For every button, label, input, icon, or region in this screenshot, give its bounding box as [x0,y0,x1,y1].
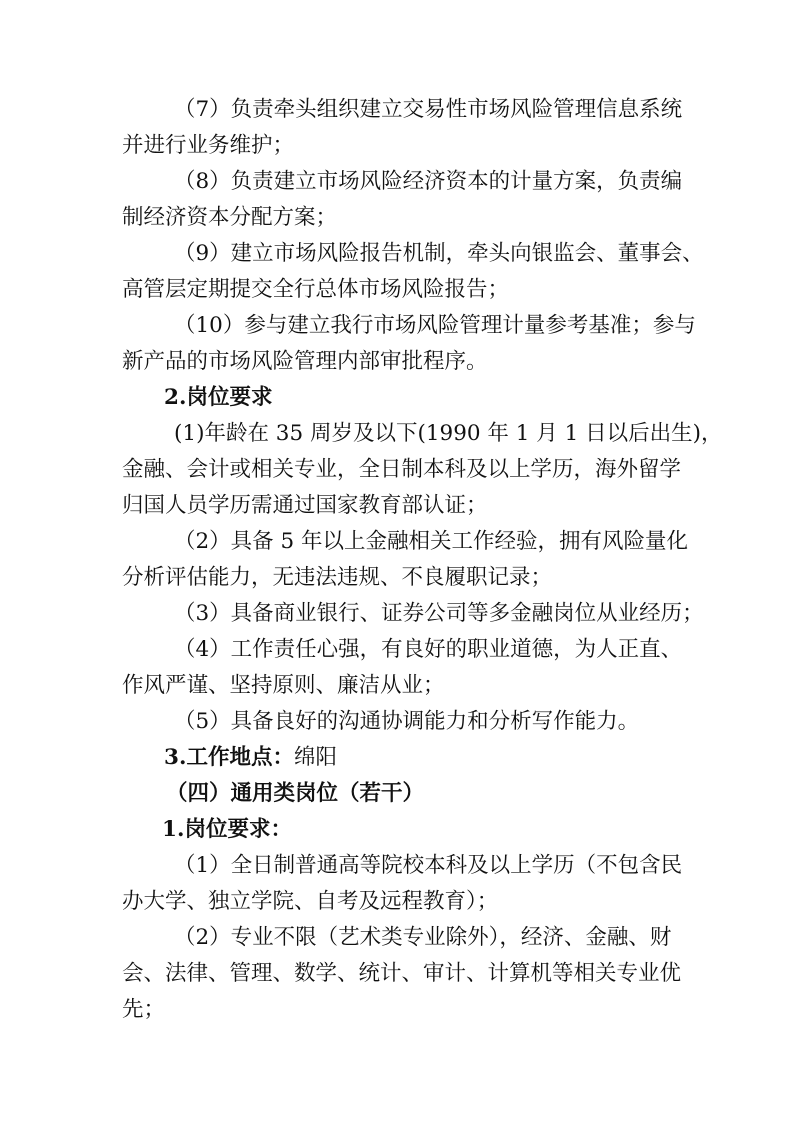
requirement-item-5 [174,710,639,734]
requirement-item-1-continuation-2 [122,494,488,518]
requirement-item-1-cont2-text: 归国人员学历需通过国家教育部认证； [122,493,488,518]
requirement-item-2-cont-text: 分析评估能力，无违法违规、不良履职记录； [122,565,553,590]
duty-item-8 [174,169,683,194]
requirement-item-1-continuation [122,457,682,482]
duty-item-7-cont-text: 并进行业务维护； [122,133,295,158]
subheading-position-requirements-text: 1.岗位要求： [162,817,292,842]
duty-item-10-cont-text: 新产品的市场风险管理内部审批程序。 [122,349,488,374]
duty-item-10-continuation [122,350,488,374]
duty-item-10-text: （10）参与建立我行市场风险管理计量参考基准；参与 [174,313,696,338]
general-requirement-item-1 [174,853,683,878]
requirement-item-4 [174,637,683,662]
general-requirement-item-1-text: （1）全日制普通高等院校本科及以上学历（不包含民 [174,853,683,878]
section-heading-general-positions-text: （四）通用类岗位（若干） [166,781,425,806]
duty-item-9 [174,241,704,266]
requirement-item-2 [174,529,689,554]
duty-item-8-cont-text: 制经济资本分配方案； [122,205,338,230]
general-requirement-item-1-cont-text: 办大学、独立学院、自考及远程教育）； [122,889,499,914]
requirement-item-1-cont-text: 金融、会计或相关专业，全日制本科及以上学历，海外留学 [122,457,682,482]
work-location-label: 3.工作地点： [164,745,294,770]
general-requirement-item-2-cont-text: 会、法律、管理、数学、统计、审计、计算机等相关专业优 [122,961,682,986]
duty-item-9-text: （9）建立市场风险报告机制，牵头向银监会、董事会、 [174,241,704,266]
section-heading-requirements-text: 2.岗位要求 [164,385,273,410]
general-requirement-item-2-continuation [122,961,682,986]
general-requirement-item-2-text: （2）专业不限（艺术类专业除外），经济、金融、财 [174,925,672,950]
duty-item-8-continuation [122,206,337,230]
general-requirement-item-2-cont2-text: 先； [122,997,166,1022]
requirement-item-3 [174,602,704,626]
general-requirement-item-2-continuation-2 [122,998,165,1022]
work-location [164,746,337,770]
duty-item-7-continuation [122,134,294,158]
work-location-value: 绵阳 [293,745,337,770]
requirement-item-4-cont-text: 作风严谨、坚持原则、廉洁从业； [122,673,445,698]
requirement-item-4-text: （4）工作责任心强，有良好的职业道德，为人正直、 [174,637,683,662]
duty-item-7-text: （7）负责牵头组织建立交易性市场风险管理信息系统 [174,97,683,122]
duty-item-8-text: （8）负责建立市场风险经济资本的计量方案，负责编 [174,169,683,194]
requirement-item-4-continuation [122,674,445,698]
requirement-item-3-text: （3）具备商业银行、证券公司等多金融岗位从业经历； [174,601,704,626]
section-heading-general-positions [166,782,424,806]
requirement-item-1-text: (1)年龄在 35 周岁及以下(1990 年 1 月 1 日以后出生)， [174,421,723,446]
requirement-item-1 [174,421,723,446]
requirement-item-2-continuation [122,566,552,590]
requirement-item-5-text: （5）具备良好的沟通协调能力和分析写作能力。 [174,709,640,734]
section-heading-requirements [164,386,272,410]
requirement-item-2-text: （2）具备 5 年以上金融相关工作经验，拥有风险量化 [174,529,689,554]
duty-item-10 [174,313,696,338]
general-requirement-item-1-continuation [122,890,498,914]
subheading-position-requirements [162,818,292,842]
duty-item-7 [174,97,683,122]
duty-item-9-cont-text: 高管层定期提交全行总体市场风险报告； [122,277,510,302]
duty-item-9-continuation [122,278,509,302]
general-requirement-item-2 [174,925,672,950]
